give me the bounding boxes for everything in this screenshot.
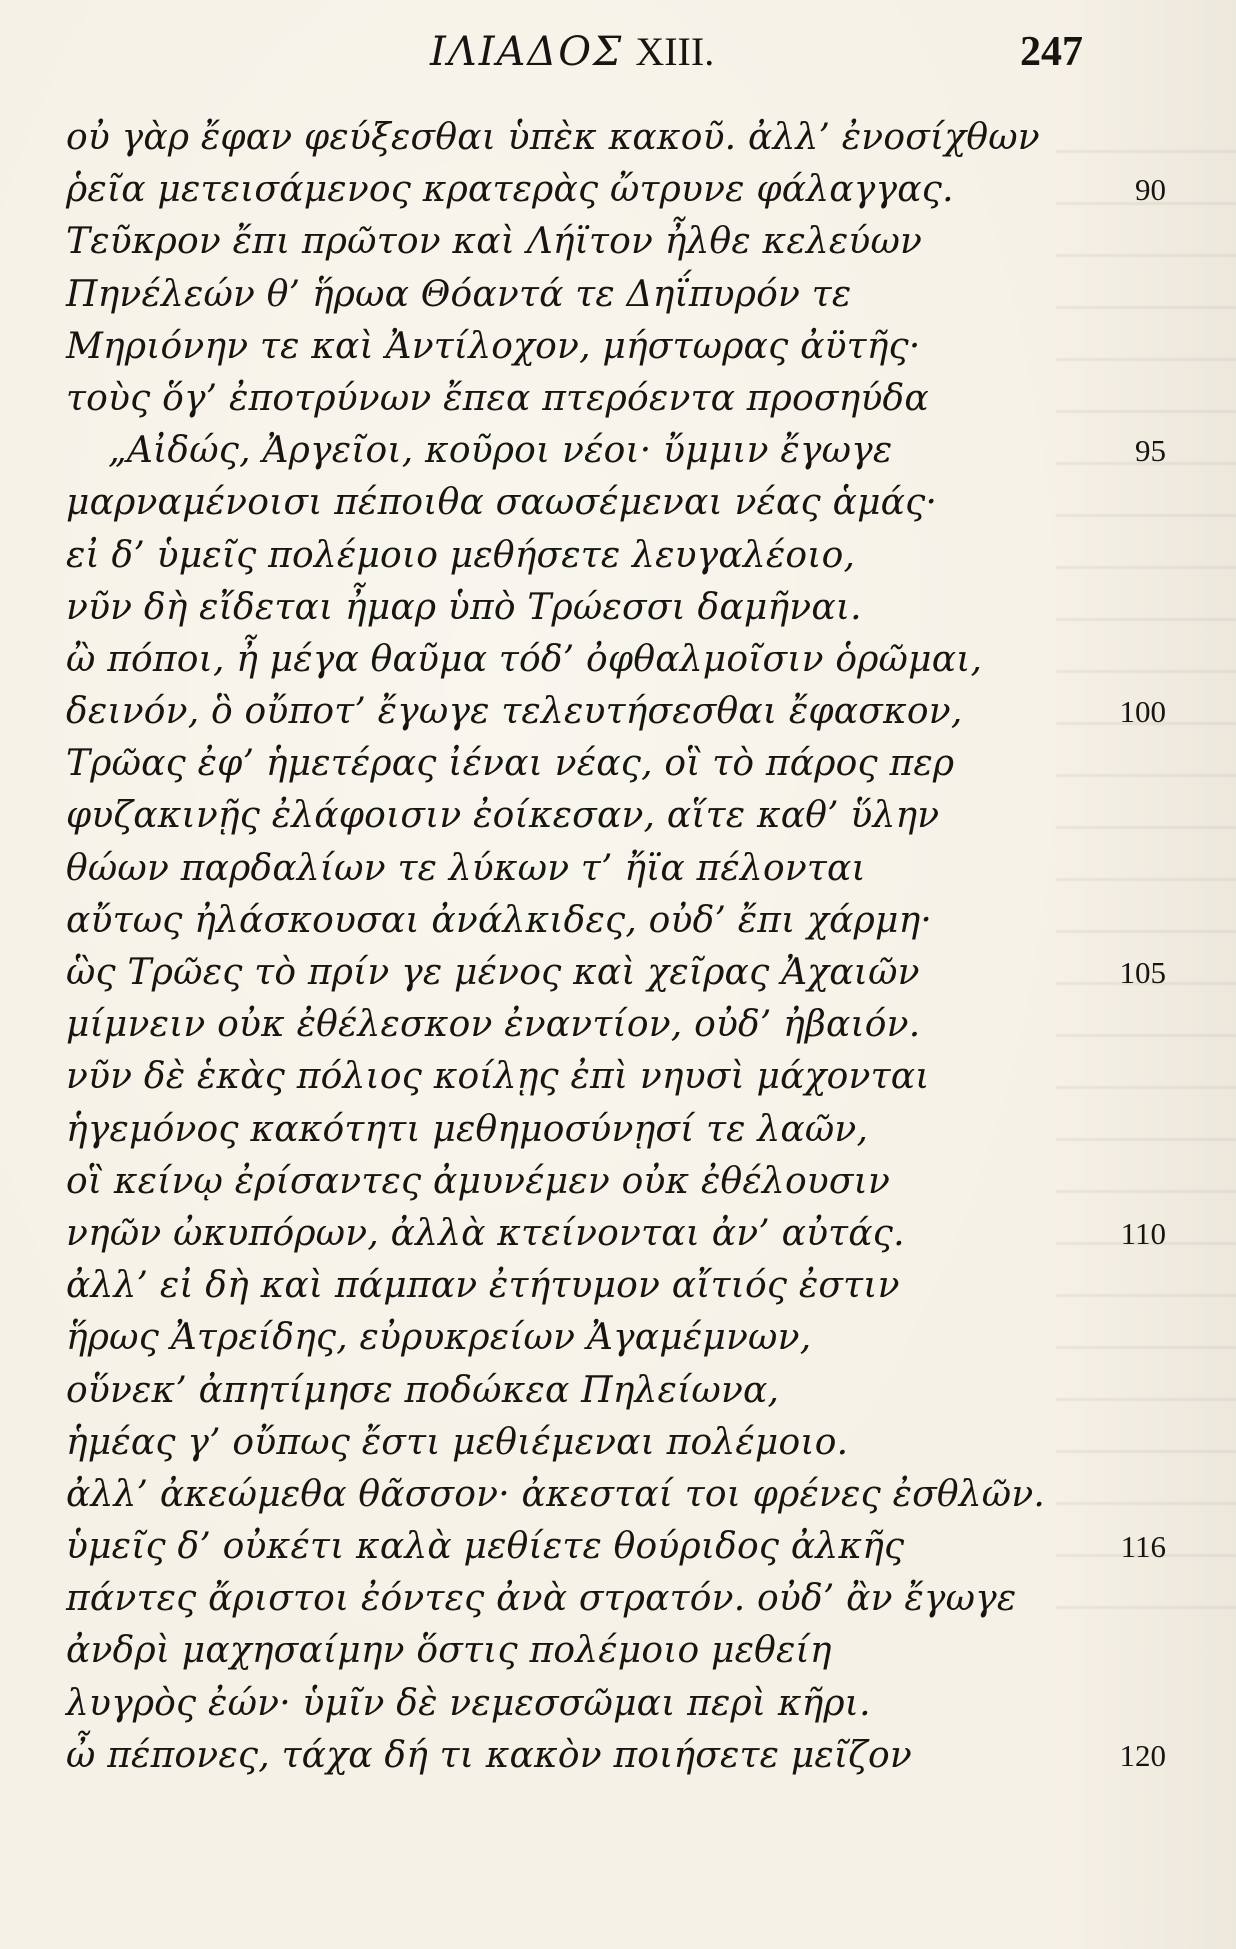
verse-text: φυζακινῇς ἐλάφοισιν ἐοίκεσαν, αἵτε καθ’ ὕλην: [66, 795, 940, 837]
book-number: XIII.: [635, 29, 715, 74]
verse-text: ἀλλ’ ἀκεώμεθα θᾶσσον· ἀκεσταί τοι φρένες ἐσθλῶν.: [66, 1473, 1046, 1515]
verse-line: [66, 164, 1166, 216]
verse-text: Πηνέλεών θ’ ἥρωα Θόαντά τε Δηΐπυρόν τε: [66, 273, 852, 315]
verse-line: [66, 1208, 1166, 1260]
verse-line: [66, 1104, 1166, 1156]
line-number: 116: [1120, 1529, 1166, 1565]
verse-text: οἳ κείνῳ ἐρίσαντες ἀμυνέμεν οὐκ ἐθέλουσιν: [66, 1160, 891, 1202]
verse-text: μίμνειν οὐκ ἐθέλεσκον ἐναντίον, οὐδ’ ἠβαιόν.: [66, 1004, 921, 1046]
line-number: 100: [1119, 694, 1166, 730]
verse-text: ὣς Τρῶες τὸ πρίν γε μένος καὶ χεῖρας Ἀχαιῶν: [66, 952, 920, 993]
verse-text: Τεῦκρον ἔπι πρῶτον καὶ Λήϊτον ἦλθε κελεύων: [66, 221, 923, 263]
verse-line: [66, 947, 1166, 999]
verse-line: [66, 634, 1166, 686]
verse-text: αὔτως ἠλάσκουσαι ἀνάλκιδες, οὐδ’ ἔπι χάρμη·: [66, 899, 932, 941]
verse-line: [66, 425, 1166, 477]
verse-line: [66, 216, 1166, 268]
verse-text: θώων παρδαλίων τε λύκων τ’ ἤϊα πέλονται: [66, 847, 866, 889]
verse-text: ἡγεμόνος κακότητι μεθημοσύνῃσί τε λαῶν,: [66, 1108, 869, 1150]
verse-line: [66, 321, 1166, 373]
line-number: 105: [1119, 955, 1166, 990]
work-title: ΙΛΙΑΔΟΣ: [430, 29, 624, 75]
verse-line: [66, 1678, 1166, 1730]
verse-line: [66, 1730, 1166, 1782]
verse-line: [66, 373, 1166, 425]
verse-text: νῦν δὲ ἑκὰς πόλιος κοίλῃς ἐπὶ νηυσὶ μάχονται: [66, 1056, 930, 1098]
line-number: 120: [1119, 1737, 1166, 1773]
verse-text: νηῶν ὠκυπόρων, ἀλλὰ κτείνονται ἀν’ αὐτάς.: [66, 1212, 905, 1254]
verse-text: ἀλλ’ εἰ δὴ καὶ πάμπαν ἐτήτυμον αἴτιός ἐστιν: [66, 1265, 900, 1307]
verse-line: [66, 1469, 1166, 1521]
verse-line: [66, 1156, 1166, 1208]
verse-text: μαρναμένοισι πέποιθα σαωσέμεναι νέας ἁμάς·: [66, 482, 938, 524]
verse-text: οὕνεκ’ ἀπητίμησε ποδώκεα Πηλείωνα,: [66, 1369, 780, 1411]
verse-line: [66, 1051, 1166, 1103]
verse-line: [66, 1417, 1166, 1469]
verse-line: [66, 895, 1166, 947]
verse-text: εἰ δ’ ὑμεῖς πολέμοιο μεθήσετε λευγαλέοιο,: [66, 534, 856, 576]
verse-line: [66, 843, 1166, 895]
verse-text: „Αἰδώς, Ἀργεῖοι, κοῦροι νέοι· ὔμμιν ἔγωγε: [108, 430, 893, 472]
verse-line: [66, 1260, 1166, 1312]
verse-text: Μηριόνην τε καὶ Ἀντίλοχον, μήστωρας ἀϋτῆς·: [66, 325, 921, 367]
verse-text: ὢ πόποι, ἦ μέγα θαῦμα τόδ’ ὀφθαλμοῖσιν ὁρῶμαι,: [66, 638, 983, 680]
verse-text: πάντες ἄριστοι ἐόντες ἀνὰ στρατόν. οὐδ’ ἂν ἔγωγε: [66, 1578, 1017, 1620]
verse-line: [66, 582, 1166, 634]
verse-line: [66, 1521, 1166, 1573]
line-number: 110: [1120, 1215, 1166, 1251]
verse-text: ἥρως Ἀτρείδης, εὐρυκρείων Ἀγαμέμνων,: [66, 1317, 812, 1359]
verse-text: ὦ πέπονες, τάχα δή τι κακὸν ποιήσετε μεῖζον: [66, 1734, 912, 1776]
verse-line: [66, 1312, 1166, 1364]
verse-block: [66, 112, 1166, 1782]
verse-line: [66, 530, 1166, 582]
verse-line: [66, 1573, 1166, 1625]
verse-line: [66, 1625, 1166, 1677]
verse-text: οὐ γὰρ ἔφαν φεύξεσθαι ὑπὲκ κακοῦ. ἀλλ’ ἐνοσίχθων: [66, 117, 1040, 158]
verse-line: [66, 738, 1166, 790]
verse-text: δεινόν, ὃ οὔποτ’ ἔγωγε τελευτήσεσθαι ἔφασκον,: [66, 691, 963, 733]
verse-text: Τρῶας ἐφ’ ἡμετέρας ἰέναι νέας, οἳ τὸ πάρος περ: [66, 743, 955, 785]
verse-text: ἀνδρὶ μαχησαίμην ὅστις πολέμοιο μεθείη: [66, 1630, 832, 1672]
line-number: 95: [1135, 433, 1166, 469]
verse-text: νῦν δὴ εἴδεται ἦμαρ ὑπὸ Τρώεσσι δαμῆναι.: [66, 586, 862, 628]
verse-text: τοὺς ὅγ’ ἐποτρύνων ἔπεα πτερόεντα προσηύδα: [66, 377, 929, 419]
verse-line: [66, 112, 1166, 164]
verse-text: λυγρὸς ἐών· ὑμῖν δὲ νεμεσσῶμαι περὶ κῆρι.: [66, 1682, 871, 1724]
verse-text: ὑμεῖς δ’ οὐκέτι καλὰ μεθίετε θούριδος ἀλκῆς: [66, 1526, 905, 1568]
page-number: 247: [1020, 29, 1083, 75]
verse-text: ἡμέας γ’ οὔπως ἔστι μεθιέμεναι πολέμοιο.: [66, 1421, 849, 1463]
verse-line: [66, 999, 1166, 1051]
verse-line: [66, 1365, 1166, 1417]
verse-line: [66, 790, 1166, 842]
verse-text: ῥεῖα μετεισάμενος κρατερὰς ὤτρυνε φάλαγγας.: [66, 169, 954, 211]
running-title: [430, 28, 714, 75]
running-head: [0, 28, 1236, 98]
verse-line: [66, 269, 1166, 321]
verse-line: [66, 477, 1166, 529]
line-number: 90: [1135, 172, 1166, 208]
verse-line: [66, 686, 1166, 738]
